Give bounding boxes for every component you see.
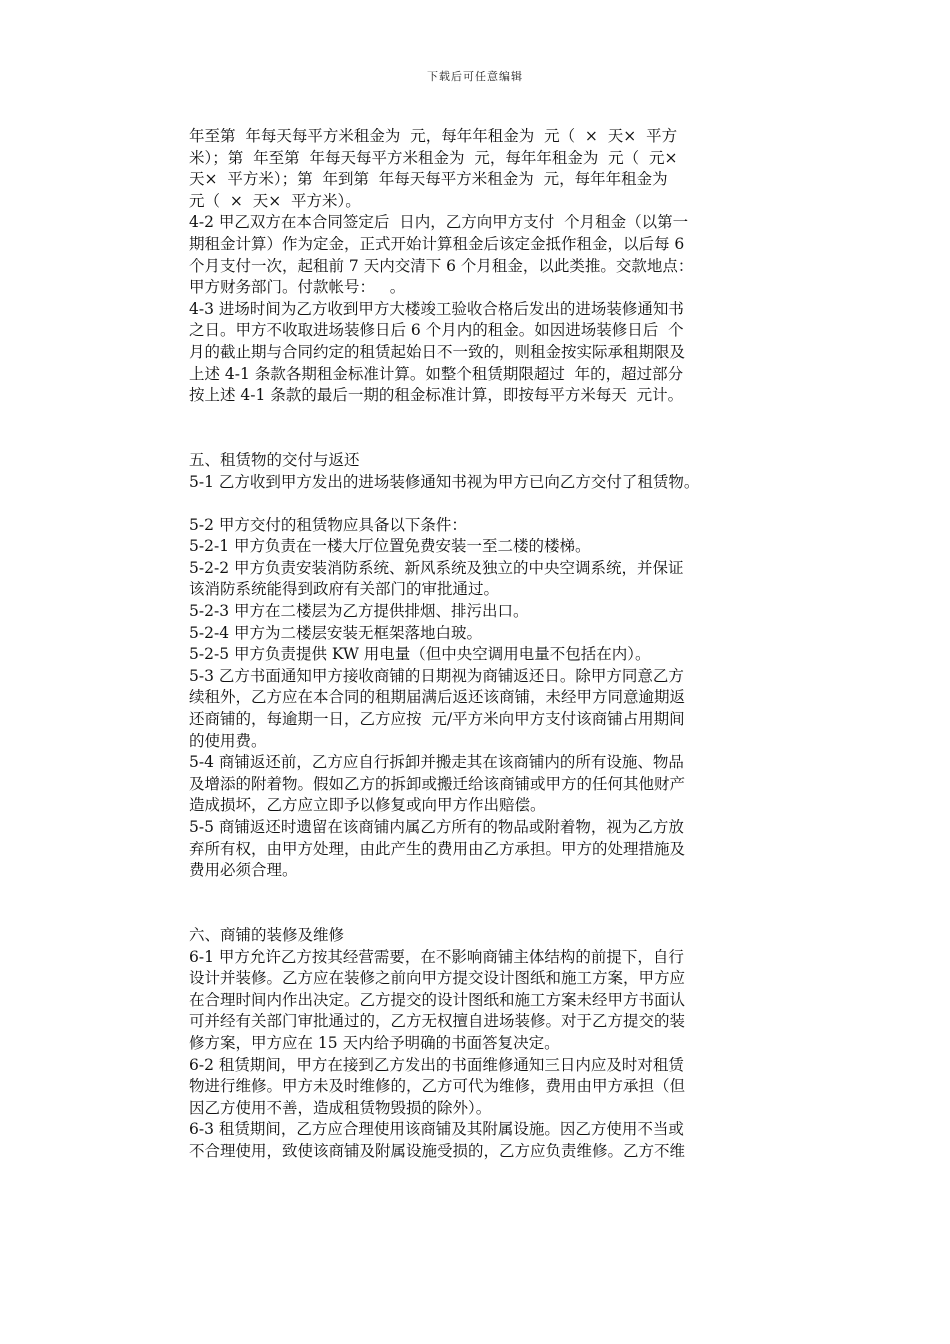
paragraph-line: 因乙方使用不善，造成租赁物毁损的除外）。 <box>189 1098 492 1117</box>
paragraph-line: 个月支付一次，起租前 7 天内交清下 6 个月租金，以此类推。交款地点： <box>189 256 694 275</box>
clause-5-2-5: 5-2-5 甲方负责提供 KW 用电量（但中央空调用电量不包括在内）。 <box>189 645 651 664</box>
paragraph-line: 续租外，乙方应在本合同的租期届满后返还该商铺，未经甲方同意逾期返 <box>189 688 686 707</box>
section-6-heading: 六、商铺的装修及维修 <box>189 925 345 944</box>
clause-5-2-4: 5-2-4 甲方为二楼层安装无框架落地白玻。 <box>189 623 482 642</box>
paragraph-line: 月的截止期与合同约定的租赁起始日不一致的，则租金按实际承租期限及 <box>189 342 686 361</box>
spacer <box>189 428 829 450</box>
clause-5-2-2: 5-2-2 甲方负责安装消防系统、新风系统及独立的中央空调系统，并保证 <box>189 558 684 577</box>
paragraph-line: 之日。甲方不收取进场装修日后 6 个月内的租金。如因进场装修日后 个 <box>189 321 684 340</box>
paragraph-line: 物进行维修。甲方未及时维修的，乙方可代为维修，费用由甲方承担（但 <box>189 1077 686 1096</box>
paragraph-line: 造成损坏，乙方应立即予以修复或向甲方作出赔偿。 <box>189 796 546 815</box>
section-5-heading: 五、租赁物的交付与返还 <box>189 450 360 469</box>
paragraph-line: 天× 平方米）；第 年到第 年每天每平方米租金为 元，每年年租金为 <box>189 170 668 189</box>
section-6 <box>189 925 829 1163</box>
clause-5-4: 5-4 商铺返还前，乙方应自行拆卸并搬走其在该商铺内的所有设施、物品 <box>189 753 684 772</box>
paragraph-line: 米）；第 年至第 年每天每平方米租金为 元，每年年租金为 元（ 元× <box>189 148 678 167</box>
paragraph-line: 年至第 年每天每平方米租金为 元，每年年租金为 元（ × 天× 平方 <box>189 127 678 145</box>
paragraph-line: 设计并装修。乙方应在装修之前向甲方提交设计图纸和施工方案，甲方应 <box>189 969 686 988</box>
clause-5-5: 5-5 商铺返还时遗留在该商铺内属乙方所有的物品或附着物，视为乙方放 <box>189 818 684 836</box>
paragraph-line: 可并经有关部门审批通过的，乙方无权擅自进场装修。对于乙方提交的装 <box>189 1012 686 1031</box>
paragraph-line: 修方案，甲方应在 15 天内给予明确的书面答复决定。 <box>189 1033 560 1052</box>
paragraph-line: 费用必须合理。 <box>189 861 298 880</box>
clause-4-2: 4-2 甲乙双方在本合同签定后 日内，乙方向甲方支付 个月租金（以第一 <box>189 213 689 232</box>
clause-6-1: 6-1 甲方允许乙方按其经营需要，在不影响商铺主体结构的前提下，自行 <box>189 947 684 966</box>
page-header: 下载后可任意编辑 <box>427 70 523 83</box>
clause-5-3: 5-3 乙方书面通知甲方接收商铺的日期视为商铺返还日。除甲方同意乙方 <box>189 666 684 685</box>
spacer <box>189 493 829 515</box>
paragraph-line: 及增添的附着物。假如乙方的拆卸或搬迁给该商铺或甲方的任何其他财产 <box>189 774 686 793</box>
clause-5-2-3: 5-2-3 甲方在二楼层为乙方提供排烟、排污出口。 <box>189 602 529 621</box>
section-4-continued <box>189 126 829 407</box>
paragraph-line: 的使用费。 <box>189 731 267 750</box>
clause-6-3: 6-3 租赁期间，乙方应合理使用该商铺及其附属设施。因乙方使用不当或 <box>189 1120 684 1139</box>
spacer <box>189 903 829 925</box>
paragraph-line: 不合理使用，致使该商铺及附属设施受损的，乙方应负责维修。乙方不维 <box>189 1141 686 1160</box>
paragraph-line: 还商铺的，每逾期一日，乙方应按 元/平方米向甲方支付该商铺占用期间 <box>189 710 685 729</box>
paragraph-line: 上述 4-1 条款各期租金标准计算。如整个租赁期限超过 年的，超过部分 <box>189 364 684 383</box>
document-body <box>189 126 829 1163</box>
paragraph-line: 按上述 4-1 条款的最后一期的租金标准计算，即按每平方米每天 元计。 <box>189 386 684 405</box>
paragraph-line: 甲方财务部门。付款帐号： 。 <box>189 278 406 297</box>
clause-6-2: 6-2 租赁期间，甲方在接到乙方发出的书面维修通知三日内应及时对租赁 <box>189 1055 684 1074</box>
spacer <box>189 882 829 904</box>
clause-5-1: 5-1 乙方收到甲方发出的进场装修通知书视为甲方已向乙方交付了租赁物。 <box>189 472 700 491</box>
clause-5-2-1: 5-2-1 甲方负责在一楼大厅位置免费安装一至二楼的楼梯。 <box>189 537 591 556</box>
clause-5-2: 5-2 甲方交付的租赁物应具备以下条件： <box>189 515 467 534</box>
section-5 <box>189 450 829 882</box>
paragraph-line: 元（ × 天× 平方米）。 <box>189 191 361 210</box>
paragraph-line: 弃所有权，由甲方处理，由此产生的费用由乙方承担。甲方的处理措施及 <box>189 839 686 858</box>
paragraph-line: 该消防系统能得到政府有关部门的审批通过。 <box>189 580 500 599</box>
clause-4-3: 4-3 进场时间为乙方收到甲方大楼竣工验收合格后发出的进场装修通知书 <box>189 299 684 318</box>
spacer <box>189 407 829 429</box>
paragraph-line: 在合理时间内作出决定。乙方提交的设计图纸和施工方案未经甲方书面认 <box>189 990 686 1009</box>
paragraph-line: 期租金计算）作为定金，正式开始计算租金后该定金抵作租金，以后每 6 <box>189 234 685 253</box>
